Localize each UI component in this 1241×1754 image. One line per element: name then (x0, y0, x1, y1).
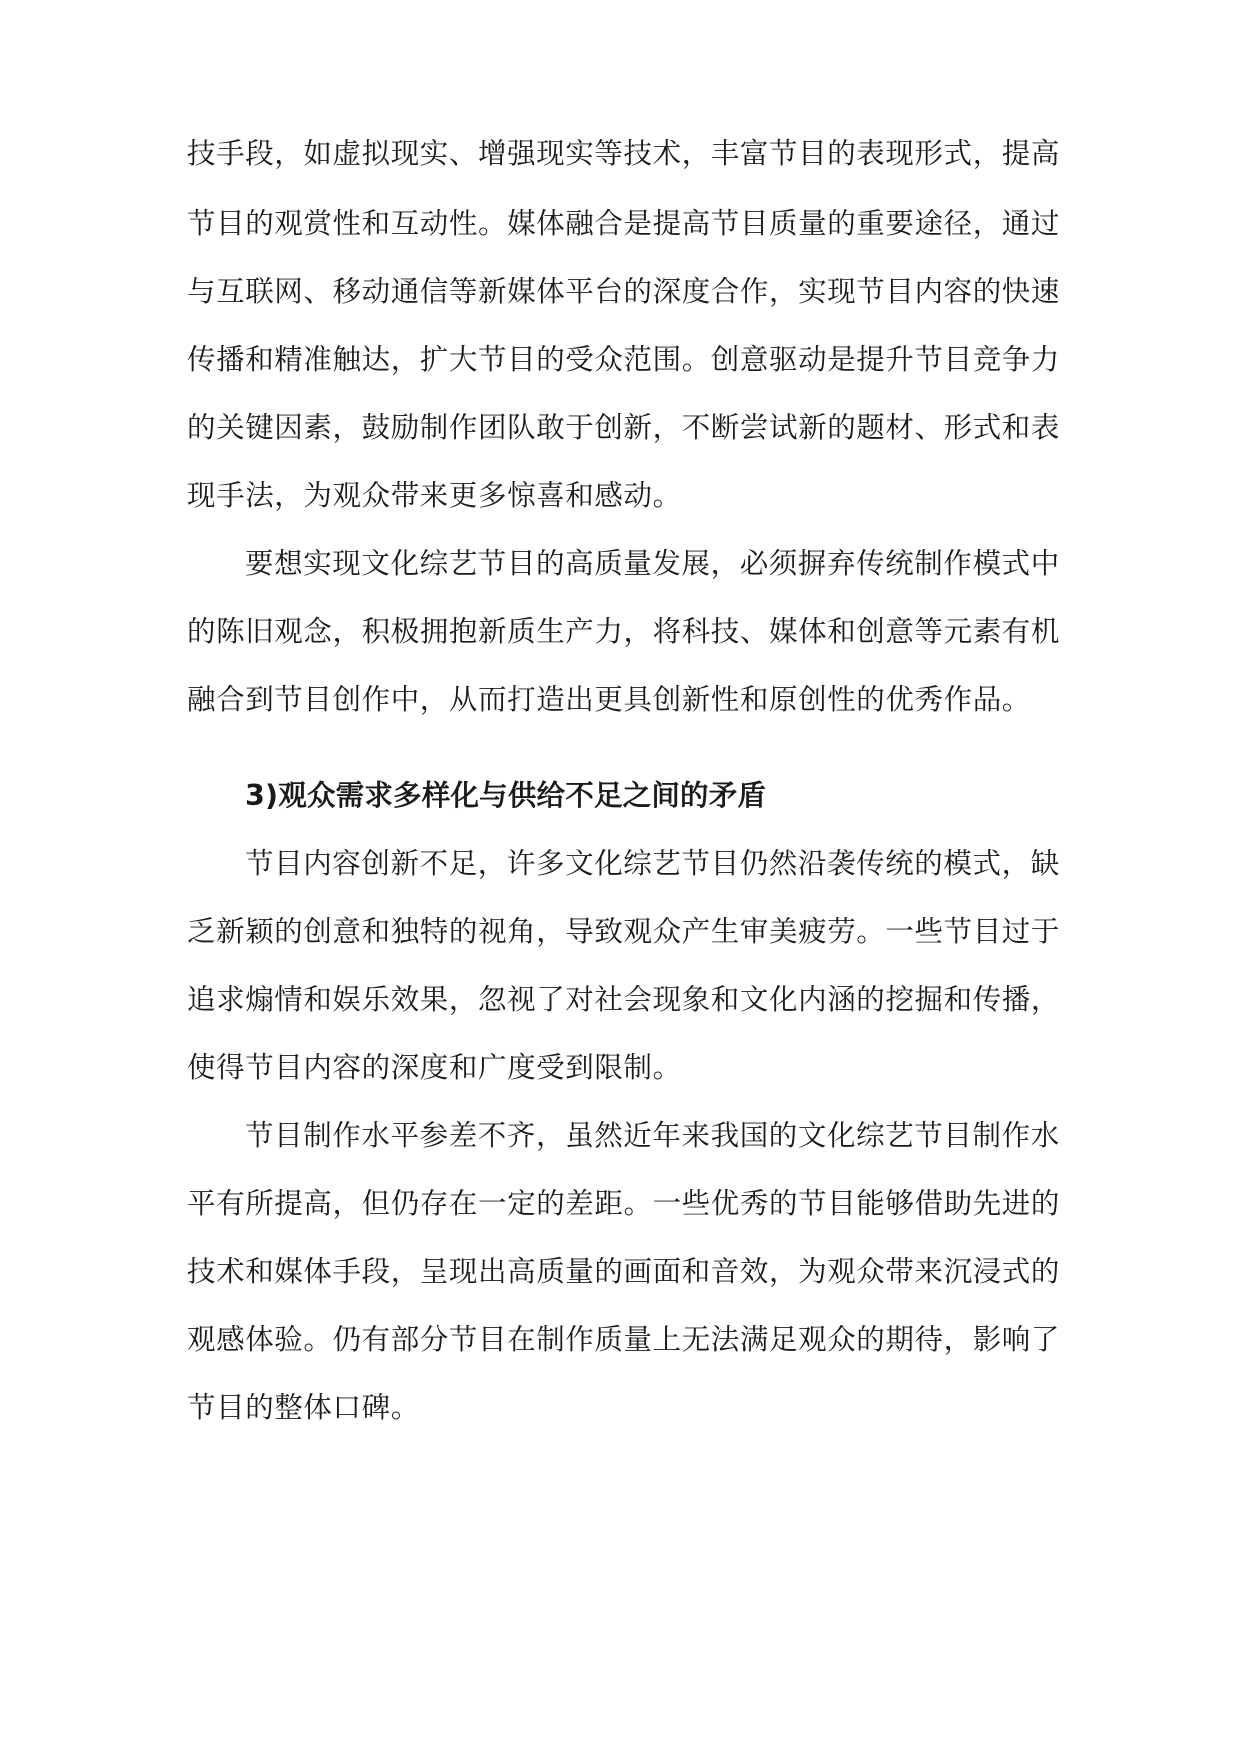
paragraph-4-line-3: 技术和媒体手段，呈现出高质量的画面和音效，为观众带来沉浸式的 (187, 1255, 1061, 1288)
paragraph-1-line-1: 技手段，如虚拟现实、增强现实等技术，丰富节目的表现形式，提高 (187, 137, 1061, 170)
paragraph-4-line-1: 节目制作水平参差不齐，虽然近年来我国的文化综艺节目制作水 (245, 1119, 1060, 1152)
paragraph-1-line-2: 节目的观赏性和互动性。媒体融合是提高节目质量的重要途径，通过 (187, 207, 1061, 240)
paragraph-1-line-3: 与互联网、移动通信等新媒体平台的深度合作，实现节目内容的快速 (187, 275, 1061, 308)
paragraph-3-line-3: 追求煽情和娱乐效果，忽视了对社会现象和文化内涵的挖掘和传播， (187, 983, 1061, 1016)
paragraph-2-line-1: 要想实现文化综艺节目的高质量发展，必须摒弃传统制作模式中 (245, 547, 1060, 580)
paragraph-1-line-5: 的关键因素，鼓励制作团队敢于创新，不断尝试新的题材、形式和表 (187, 411, 1061, 444)
paragraph-2-line-3: 融合到节目创作中，从而打造出更具创新性和原创性的优秀作品。 (187, 683, 1031, 716)
paragraph-2-line-2: 的陈旧观念，积极拥抱新质生产力，将科技、媒体和创意等元素有机 (187, 615, 1061, 648)
paragraph-3-line-2: 乏新颖的创意和独特的视角，导致观众产生审美疲劳。一些节目过于 (187, 915, 1061, 948)
paragraph-4-line-5: 节目的整体口碑。 (187, 1391, 420, 1424)
paragraph-4-line-2: 平有所提高，但仍存在一定的差距。一些优秀的节目能够借助先进的 (187, 1187, 1061, 1220)
paragraph-3-line-4: 使得节目内容的深度和广度受到限制。 (187, 1051, 682, 1084)
paragraph-1-line-6: 现手法，为观众带来更多惊喜和感动。 (187, 479, 682, 512)
paragraph-1-line-4: 传播和精准触达，扩大节目的受众范围。创意驱动是提升节目竞争力 (187, 343, 1061, 376)
paragraph-3-line-1: 节目内容创新不足，许多文化综艺节目仍然沿袭传统的模式，缺 (245, 847, 1060, 880)
section-heading: 3)观众需求多样化与供给不足之间的矛盾 (245, 779, 767, 812)
paragraph-4-line-4: 观感体验。仍有部分节目在制作质量上无法满足观众的期待，影响了 (187, 1323, 1061, 1356)
